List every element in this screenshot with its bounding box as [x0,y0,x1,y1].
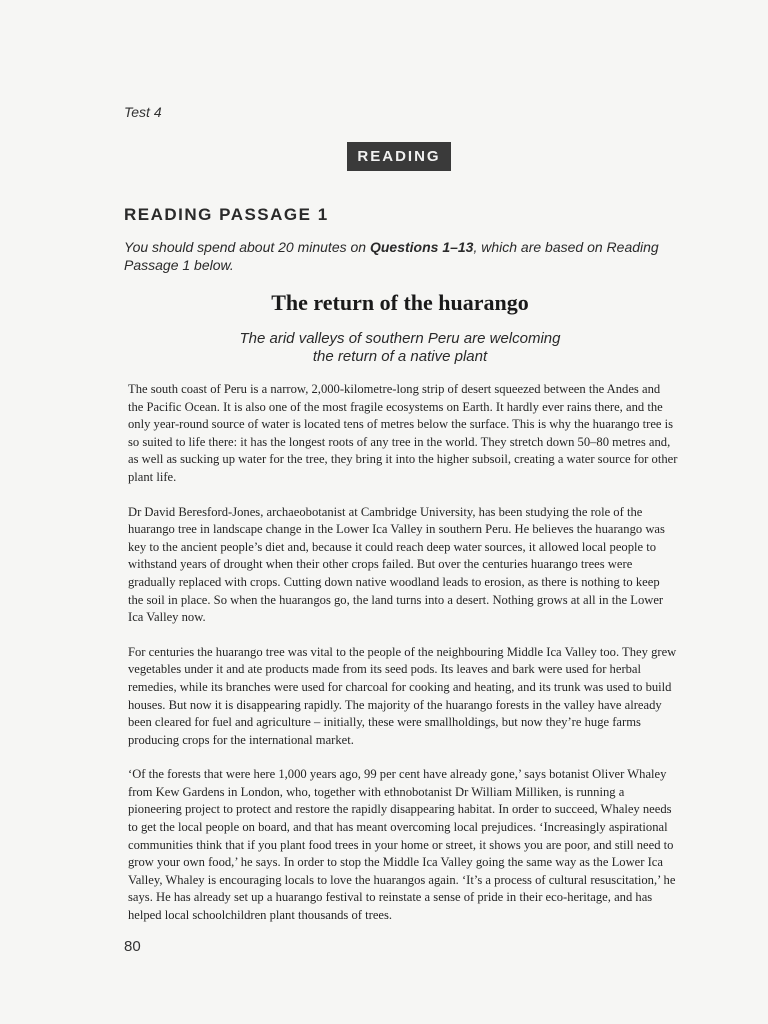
instructions-questions: Questions 1–13 [369,239,474,255]
paragraph-1: The south coast of Peru is a narrow, 2,000-kilometre-long strip of desert squeezed between the Andes and the Pacific Ocean. It is also one of the most fragile ecosystems on Earth. It hardly ever rains there, and the only year-round source of water is located tens of metres below the surface. This is why the huarango tree is so suited to life there: it has the longest roots of any tree in the world. They stretch down 50–80 metres and, as well as sucking up water for the tree, they bring it into the higher subsoil, creating a water source for other plant life. [128,382,678,484]
paragraph-2: Dr David Beresford-Jones, archaeobotanist at Cambridge University, has been studying the role of the huarango tree in landscape change in the Lower Ica Valley in southern Peru. He believes the huarango was key to the ancient people’s diet and, because it could reach deep water sources, it allowed local people to withstand years of drought when their other crops failed. But over the centuries huarango trees were gradually replaced with crops. Cutting down native woodland leads to erosion, as there is nothing to keep the soil in place. So when the huarangos go, the land turns into a desert. Nothing grows at all in the Lower Ica Valley now. [128,504,665,625]
passage-title: The return of the huarango [271,290,529,315]
instructions-suffix: , which are based on Reading Passage 1 below. [124,239,659,273]
instructions [124,238,684,274]
running-head: Test 4 [124,104,162,120]
paragraph-4: ‘Of the forests that were here 1,000 years ago, 99 per cent have already gone,’ says botanist Oliver Whaley from Kew Gardens in London, who, together with ethnobotanist Dr William Milliken, is running a pioneering project to protect and restore the rapidly disappearing habitat. In order to succeed, Whaley needs to get the local people on board, and that has meant overcoming local prejudices. ‘Increasingly aspirational communities think that if you plant food trees in your home or street, it shows you are poor, and still need to grow your own food,’ he says. In order to stop the Middle Ica Valley going the same way as the Lower Ica Valley, Whaley is encouraging locals to love the huarangos again. ‘It’s a process of cultural resuscitation,’ he says. He has already set up a huarango festival to reinstate a sense of pride in their eco-heritage, and has helped local schoolchildren plant thousands of trees. [128,767,676,923]
page-number: 80 [124,938,141,955]
paragraph-3: For centuries the huarango tree was vital to the people of the neighbouring Middle Ica Valley too. They grew vegetables under it and ate products made from its seed pods. Its leaves and bark were used for herbal remedies, while its branches were used for charcoal for cooking and heating, and its trunk was used to build houses. But now it is disappearing rapidly. The majority of the huarango forests in the valley have already been cleared for fuel and agriculture – initially, these were smallholdings, but now they’re huge farms producing crops for the international market. [128,644,677,747]
subtitle-line-1: The arid valleys of southern Peru are welcoming [239,330,561,347]
subtitle-line-2: the return of a native plant [312,348,488,365]
section-banner: READING [347,142,451,171]
passage-subtitle [120,330,680,366]
passage-body [128,381,678,925]
passage-heading: READING PASSAGE 1 [124,205,329,224]
instructions-prefix: You should spend about 20 minutes on [124,239,370,255]
